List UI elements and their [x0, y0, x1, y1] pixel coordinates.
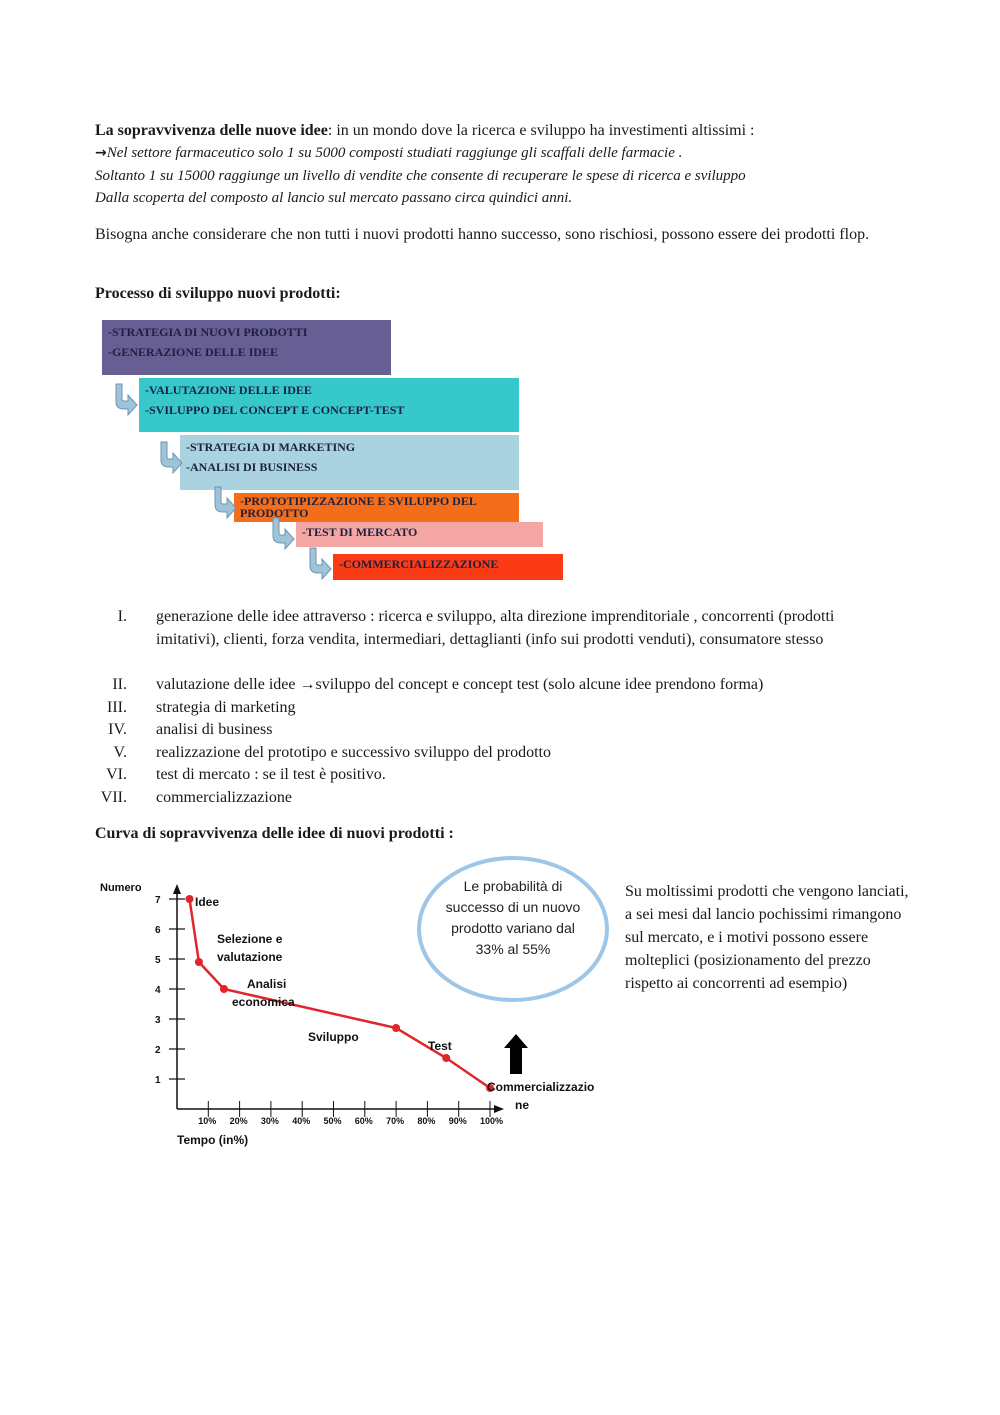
survival-curve-chart	[90, 850, 620, 1155]
y-tick-label: 2	[155, 1045, 161, 1056]
up-arrow-icon	[504, 1034, 528, 1074]
list-number: VII.	[100, 789, 127, 806]
y-tick-label: 4	[155, 985, 161, 996]
intro-title: La sopravvivenza delle nuove idee	[95, 122, 328, 139]
x-tick-label: 30%	[260, 1116, 279, 1126]
x-axis-arrow-icon	[494, 1105, 504, 1113]
intro-line-2: Soltanto 1 su 15000 raggiunge un livello di vendite che consente di recuperare le spese di ricerca e sviluppo	[95, 168, 746, 184]
x-tick-label: 20%	[229, 1116, 248, 1126]
list-item: strategia di marketing	[156, 699, 296, 716]
curved-arrow-icon	[211, 485, 237, 519]
list-number: IV.	[108, 721, 127, 738]
x-tick-label: 60%	[354, 1116, 373, 1126]
step-label: -STRATEGIA DI NUOVI PRODOTTI	[108, 325, 308, 339]
annotation-label: Analisi economica	[232, 977, 295, 1009]
step-label: -ANALISI DI BUSINESS	[186, 460, 318, 474]
annotation-label: Test	[428, 1039, 452, 1053]
annotation-label: Sviluppo	[308, 1030, 359, 1044]
step-label: -STRATEGIA DI MARKETING	[186, 440, 356, 454]
x-tick-label: 40%	[292, 1116, 311, 1126]
process-step-2	[139, 378, 519, 432]
x-tick-label: 50%	[323, 1116, 342, 1126]
list-item: generazione delle idee attraverso : ricerca e sviluppo, alta direzione imprenditoriale , concorrenti (prodotti imitativi), clienti, forza vendita, intermediari, dettaglianti (info sui prodotti venduti), consumatore stesso	[156, 608, 835, 648]
curve-heading: Curva di sopravvivenza delle idee di nuovi prodotti :	[95, 825, 454, 842]
curved-arrow-icon	[157, 440, 183, 474]
list-number: VI.	[106, 766, 127, 783]
list-number: II.	[112, 676, 127, 693]
list-item: analisi di business	[156, 721, 273, 738]
process-heading: Processo di sviluppo nuovi prodotti:	[95, 285, 341, 302]
step-label: -VALUTAZIONE DELLE IDEE	[145, 383, 312, 397]
callout-text: Le probabilità di successo di un nuovo prodotto variano dal 33% al 55%	[445, 878, 581, 957]
step-label: -COMMERCIALIZZAZIONE	[339, 557, 499, 571]
intro-line-1	[95, 142, 915, 165]
intro-line-3: Dalla scoperta del composto al lancio sul mercato passano circa quindici anni.	[95, 190, 573, 206]
curved-arrow-icon	[306, 546, 332, 580]
curved-arrow-icon	[269, 516, 295, 550]
annotation-label: Selezione e valutazione	[217, 932, 283, 964]
annotation-label: Idee	[195, 895, 220, 909]
x-tick-label: 100%	[480, 1116, 504, 1126]
x-tick-label: 90%	[448, 1116, 467, 1126]
list-item: valutazione delle idee →sviluppo del concept e concept test (solo alcune idee prendono forma)	[156, 676, 764, 693]
intro-title-line	[95, 119, 895, 142]
process-step-1	[102, 320, 391, 375]
x-axis-label: Tempo (in%)	[177, 1133, 249, 1147]
y-axis-label: Numero	[100, 882, 142, 894]
data-point	[442, 1054, 450, 1062]
y-axis-arrow-icon	[173, 884, 181, 894]
data-point	[186, 895, 194, 903]
list-number: I.	[117, 608, 127, 625]
flop-paragraph: Bisogna anche considerare che non tutti i nuovi prodotti hanno successo, sono rischiosi, possono essere dei prodotti flop.	[95, 226, 870, 243]
intro-line-1-text: Nel settore farmaceutico solo 1 su 5000 composti studiati raggiunge gli scaffali delle farmacie .	[106, 145, 683, 161]
intro-title-rest: : in un mondo dove la ricerca e sviluppo ha investimenti altissimi :	[327, 122, 755, 139]
y-tick-label: 5	[155, 955, 161, 966]
process-step-3	[180, 435, 519, 490]
y-tick-label: 6	[155, 925, 161, 936]
curved-arrow-icon	[112, 382, 138, 416]
step-label: -PROTOTIPIZZAZIONE E SVILUPPO DEL PRODOTTO	[240, 494, 477, 520]
step-label: -SVILUPPO DEL CONCEPT E CONCEPT-TEST	[145, 403, 405, 417]
annotation-label: Commercializzazio ne	[487, 1080, 595, 1112]
y-tick-label: 7	[155, 895, 161, 906]
process-step-5	[296, 522, 543, 547]
y-tick-label: 3	[155, 1015, 161, 1026]
data-point	[220, 985, 228, 993]
x-tick-label: 10%	[198, 1116, 217, 1126]
list-number: III.	[107, 699, 127, 716]
step-label: -GENERAZIONE DELLE IDEE	[108, 345, 279, 359]
list-item: realizzazione del prototipo e successivo sviluppo del prodotto	[156, 744, 551, 761]
list-item: test di mercato : se il test è positivo.	[156, 766, 386, 783]
x-tick-label: 80%	[417, 1116, 436, 1126]
process-step-6	[333, 554, 563, 580]
step-label: -TEST DI MERCATO	[302, 525, 418, 539]
side-paragraph: Su moltissimi prodotti che vengono lanciati, a sei mesi dal lancio pochissimi rimangono sul mercato, e i motivi possono essere molteplici (posizionamento del prezzo rispetto ai concorrenti ad esempio)	[625, 883, 909, 992]
callout-box	[440, 876, 586, 986]
x-tick-label: 70%	[386, 1116, 405, 1126]
data-point	[392, 1024, 400, 1032]
data-point	[195, 958, 203, 966]
list-item: commercializzazione	[156, 789, 292, 806]
right-arrow-icon: →	[95, 145, 107, 161]
list-number: V.	[113, 744, 127, 761]
y-tick-label: 1	[155, 1075, 161, 1086]
